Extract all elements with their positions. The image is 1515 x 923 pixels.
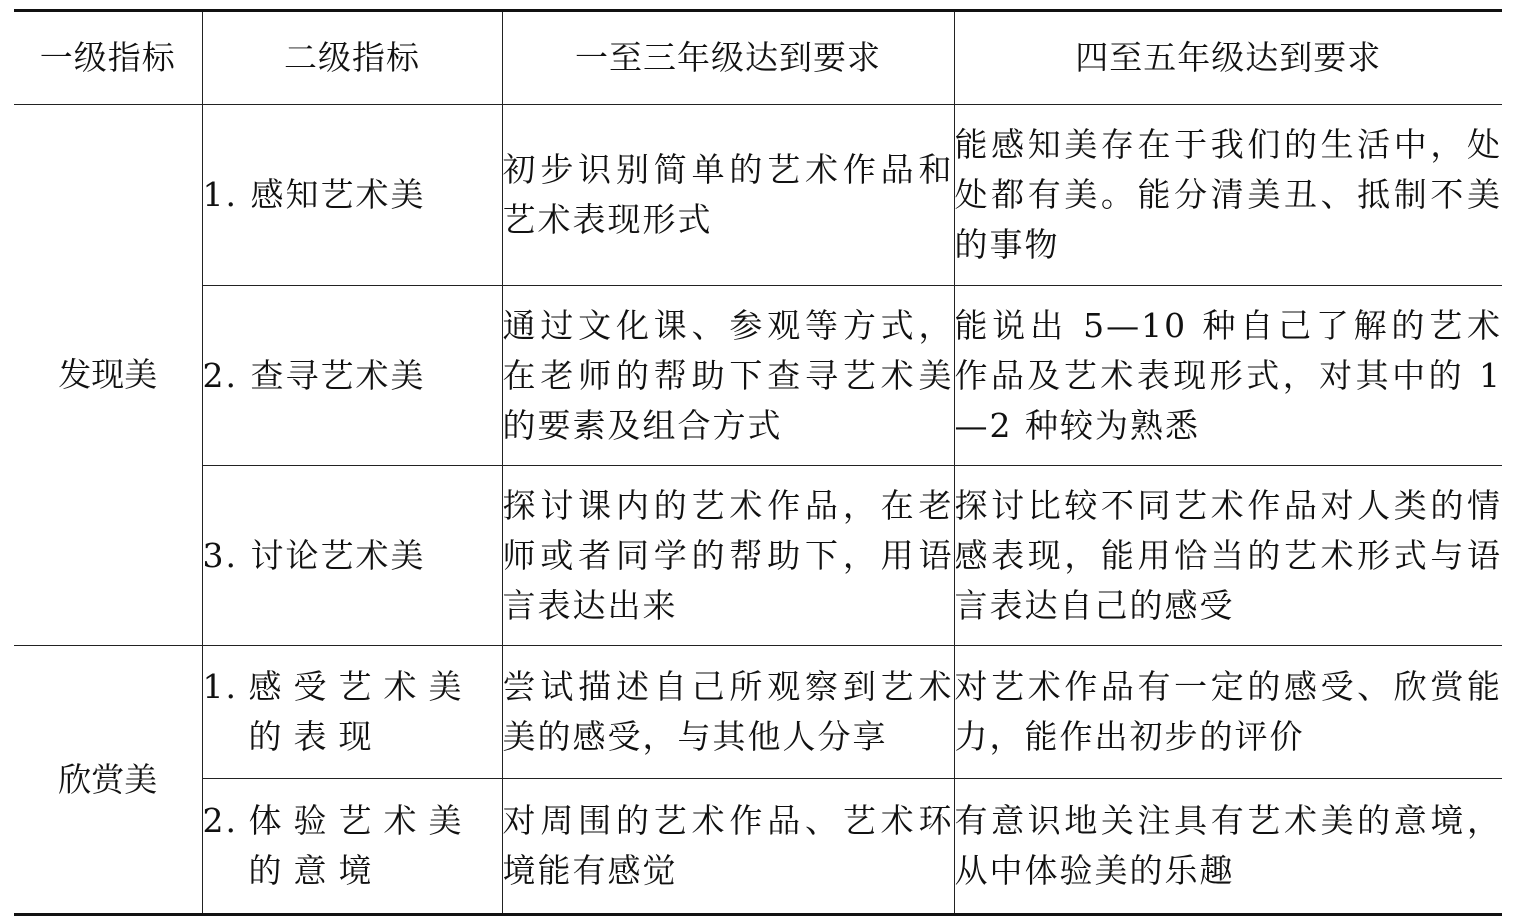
grade-1-3-requirement: 通过文化课、参观等方式，在老师的帮助下查寻艺术美的要素及组合方式 — [502, 286, 954, 466]
level2-cell — [202, 105, 502, 286]
grade-4-5-requirement: 探讨比较不同艺术作品对人类的情感表现，能用恰当的艺术形式与语言表达自己的感受 — [954, 466, 1502, 646]
level1-cell-appreciate-beauty: 欣赏美 — [14, 646, 202, 915]
indicator-label: 感受艺术美的表现 — [248, 667, 474, 756]
header-grade-4-5-requirement: 四至五年级达到要求 — [954, 11, 1502, 105]
header-row — [14, 11, 1502, 105]
level2-cell — [202, 646, 502, 779]
table-row — [14, 466, 1502, 646]
grade-4-5-requirement: 能说出 5—10 种自己了解的艺术作品及艺术表现形式，对其中的 1—2 种较为熟悉 — [954, 286, 1502, 466]
header-level2-indicator: 二级指标 — [202, 11, 502, 105]
item-number: 1. — [202, 667, 238, 706]
grade-1-3-requirement: 尝试描述自己所观察到艺术美的感受，与其他人分享 — [502, 646, 954, 779]
grade-4-5-requirement: 能感知美存在于我们的生活中，处处都有美。能分清美丑、抵制不美的事物 — [954, 105, 1502, 286]
item-number: 2. — [202, 355, 238, 395]
level2-cell — [202, 466, 502, 646]
indicator-label: 查寻艺术美 — [250, 355, 426, 395]
grade-1-3-requirement: 初步识别简单的艺术作品和艺术表现形式 — [502, 105, 954, 286]
grade-1-3-requirement: 探讨课内的艺术作品，在老师或者同学的帮助下，用语言表达出来 — [502, 466, 954, 646]
header-level1-indicator: 一级指标 — [14, 11, 202, 105]
item-number: 2. — [202, 801, 238, 840]
requirements-table — [14, 9, 1502, 916]
table-row — [14, 646, 1502, 779]
grade-4-5-requirement: 对艺术作品有一定的感受、欣赏能力，能作出初步的评价 — [954, 646, 1502, 779]
indicator-label: 体验艺术美的意境 — [248, 801, 474, 890]
indicator-label: 讨论艺术美 — [250, 535, 426, 575]
grade-1-3-requirement: 对周围的艺术作品、艺术环境能有感觉 — [502, 779, 954, 915]
indicator-label: 感知艺术美 — [250, 175, 426, 214]
table-row — [14, 286, 1502, 466]
item-number: 3. — [202, 535, 238, 575]
level2-cell — [202, 779, 502, 915]
level2-cell — [202, 286, 502, 466]
item-number: 1. — [202, 175, 238, 214]
level1-cell-discover-beauty: 发现美 — [14, 105, 202, 646]
header-grade-1-3-requirement: 一至三年级达到要求 — [502, 11, 954, 105]
table-row — [14, 779, 1502, 915]
table-row — [14, 105, 1502, 286]
grade-4-5-requirement: 有意识地关注具有艺术美的意境，从中体验美的乐趣 — [954, 779, 1502, 915]
